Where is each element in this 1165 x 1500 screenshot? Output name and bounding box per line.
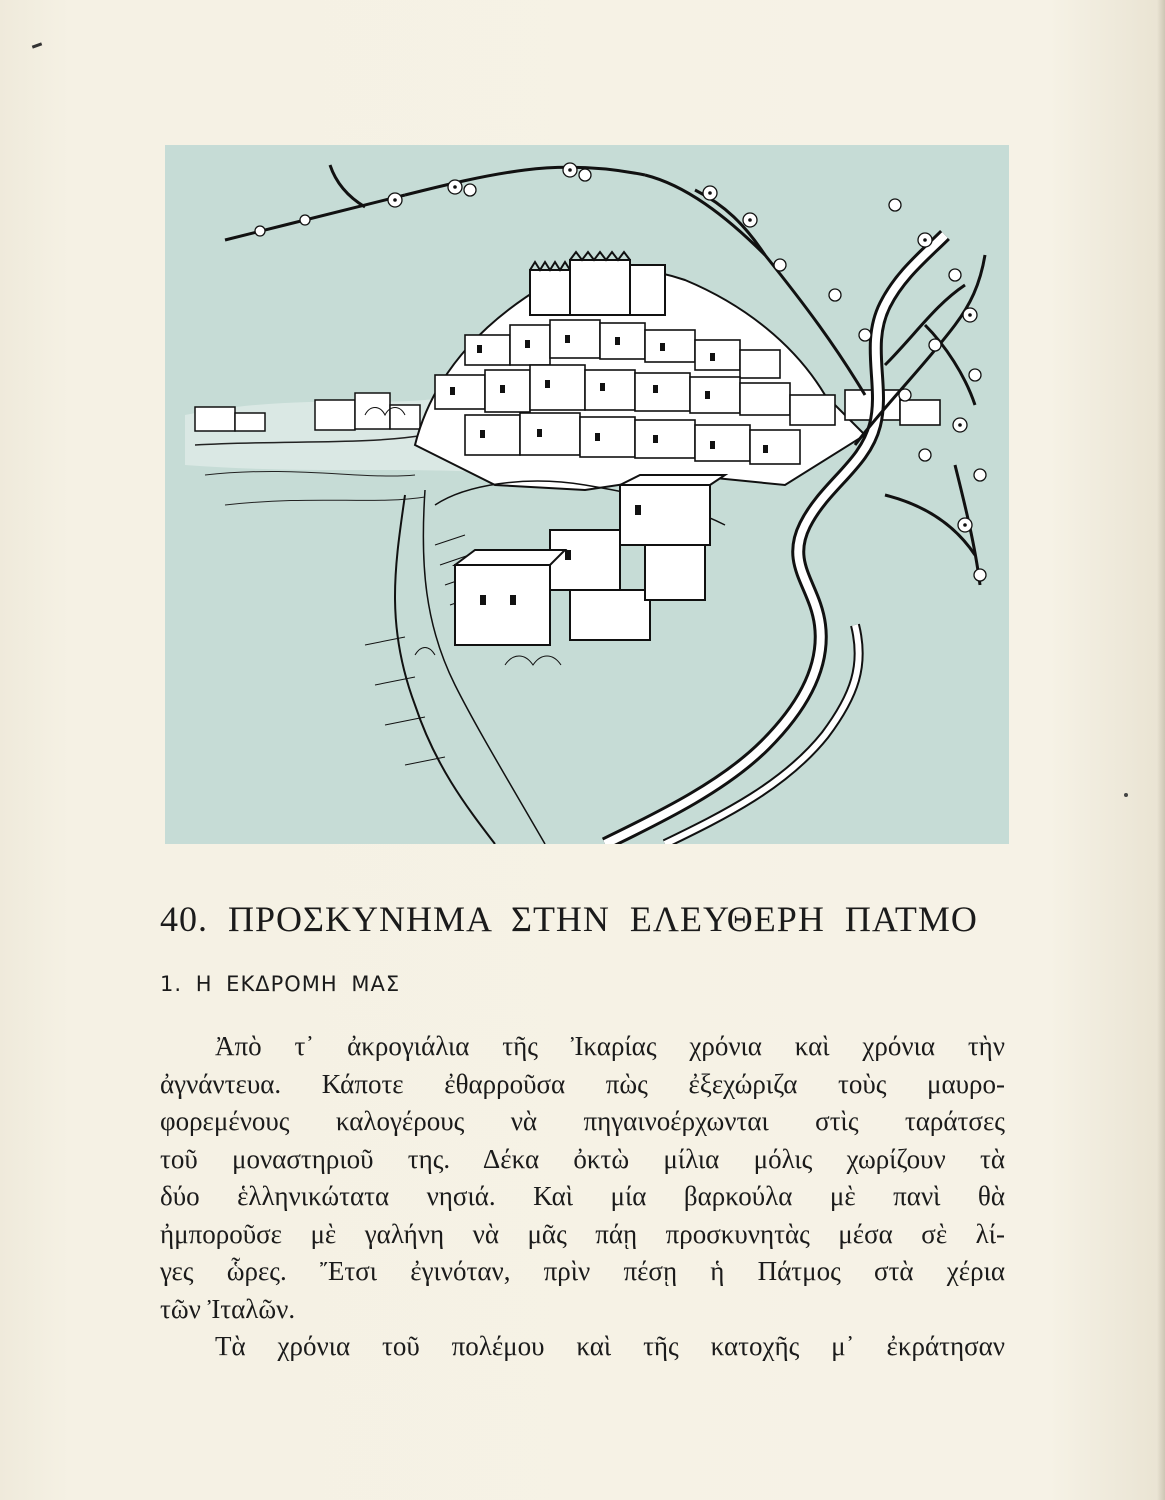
chapter-title: 40. ΠΡΟΣΚΥΝΗΜΑ ΣΤΗΝ ΕΛΕΥΘΕΡΗ ΠΑΤΜΟ (160, 899, 978, 939)
text-line: Τὰ χρόνια τοῦ πολέμου καὶ τῆς κατοχῆς μ᾽ ἐκράτησαν (215, 1331, 1005, 1361)
text-line: Ἀπὸ τ᾽ ἀκρογιάλια τῆς Ἰκαρίας χρόνια καὶ χρόνια τὴν (215, 1031, 1005, 1061)
ink-dot (1124, 793, 1128, 797)
text-line: δύο ἑλληνικώτατα νησιά. Καὶ μία βαρκούλα μὲ πανὶ θὰ (160, 1181, 1005, 1211)
page-edge-shadow (1157, 0, 1165, 1500)
text-line: ἠμποροῦσε μὲ γαλήνη νὰ μᾶς πάῃ προσκυνητὰς μέσα σὲ λί- (160, 1218, 1005, 1249)
text-line: γες ὧρες. Ἔτσι ἐγινόταν, πρὶν πέσῃ ἡ Πάτμος στὰ χέρια (160, 1256, 1005, 1286)
text-line: τῶν Ἰταλῶν. (160, 1293, 296, 1324)
text-line: τοῦ μοναστηριοῦ της. Δέκα ὀκτὼ μίλια μόλις χωρίζουν τὰ (160, 1143, 1005, 1174)
ink-mark (32, 42, 42, 48)
text-line: φορεμένους καλογέρους νὰ πηγαινοέρχωνται στὶς ταράτσες (160, 1106, 1005, 1136)
text-line: ἀγνάντευα. Κάποτε ἐθαρροῦσα πὼς ἐξεχώριζα τοὺς μαυρο- (160, 1068, 1005, 1099)
body-text (160, 1028, 1005, 1366)
illustration-drawing (165, 145, 1009, 844)
illustration-patmos-hill-town (165, 145, 1009, 844)
section-heading: 1. Η ΕΚΔΡΟΜΗ ΜΑΣ (160, 972, 401, 996)
